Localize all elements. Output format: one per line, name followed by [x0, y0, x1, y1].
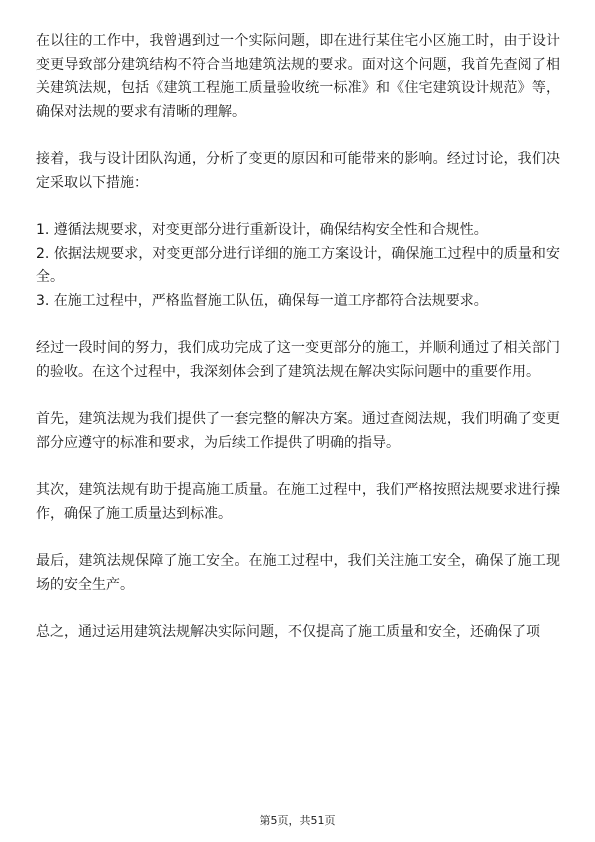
page-number: 第5页，共51页: [259, 814, 336, 827]
document-body: [36, 30, 560, 645]
measures-list: [36, 219, 560, 313]
paragraph-result: 经过一段时间的努力，我们成功完成了这一变更部分的施工，并顺利通过了相关部门的验收。在这个过程中，我深刻体会到了建筑法规在解决实际问题中的重要作用。: [36, 340, 560, 380]
paragraph-last: 最后，建筑法规保障了施工安全。在施工过程中，我们关注施工安全，确保了施工现场的安全生产。: [36, 553, 560, 593]
paragraph-summary: 总之，通过运用建筑法规解决实际问题，不仅提高了施工质量和安全，还确保了项: [36, 624, 540, 640]
paragraph-first: 首先，建筑法规为我们提供了一套完整的解决方案。通过查阅法规，我们明确了变更部分应遵守的标准和要求，为后续工作提供了明确的指导。: [36, 411, 560, 451]
list-item: 1. 遵循法规要求，对变更部分进行重新设计，确保结构安全性和合规性。: [36, 222, 488, 238]
paragraph-communication: 接着，我与设计团队沟通，分析了变更的原因和可能带来的影响。经过讨论，我们决定采取以下措施：: [36, 151, 560, 191]
list-item: 3. 在施工过程中，严格监督施工队伍，确保每一道工序都符合法规要求。: [36, 292, 488, 309]
paragraph-intro: 在以往的工作中，我曾遇到过一个实际问题，即在进行某住宅小区施工时，由于设计变更导致部分建筑结构不符合当地建筑法规的要求。面对这个问题，我首先查阅了相关建筑法规，包括《建筑工程施工质量验收统一标准》和《住宅建筑设计规范》等，确保对法规的要求有清晰的理解。: [36, 33, 560, 120]
list-item: 2. 依据法规要求，对变更部分进行详细的施工方案设计，确保施工过程中的质量和安全。: [36, 245, 560, 285]
paragraph-second: 其次，建筑法规有助于提高施工质量。在施工过程中，我们严格按照法规要求进行操作，确保了施工质量达到标准。: [36, 482, 560, 522]
